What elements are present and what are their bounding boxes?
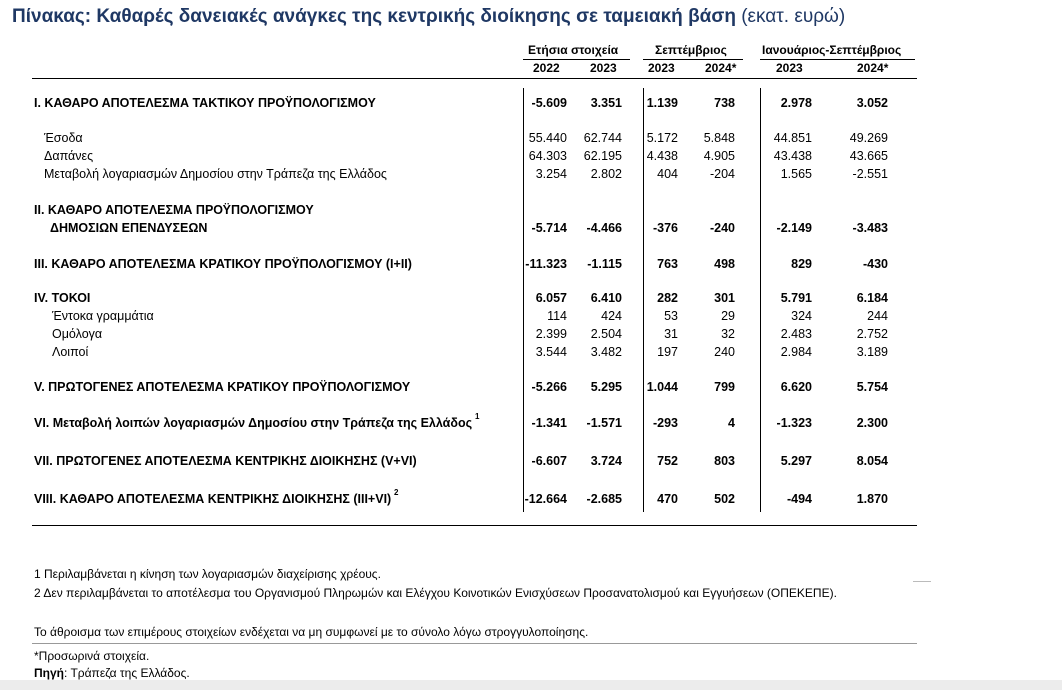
cell-value: 49.269 [849,131,888,145]
cell-value: 502 [714,492,735,506]
cell-value: 55.440 [528,131,567,145]
cell-value: 32 [721,327,735,341]
col-year-3: 2023 [648,61,675,75]
cell-value: -240 [709,221,735,235]
cell-value: 43.438 [773,149,812,163]
group-underline-jan-sep [760,59,915,60]
cell-value: 738 [714,96,735,110]
cell-value: 240 [714,345,735,359]
row-label: Ι. ΚΑΘΑΡΟ ΑΠΟΤΕΛΕΣΜΑ ΤΑΚΤΙΚΟΥ ΠΡΟΫΠΟΛΟΓΙΣΜΟΥ [34,96,376,110]
source-note [34,666,190,680]
cell-value: 498 [714,257,735,271]
title-text: Πίνακας: Καθαρές δανειακές ανάγκες της κεντρικής διοίκησης σε ταμειακή βάση [12,6,736,27]
cell-value: 282 [657,291,678,305]
table-row [0,345,1062,363]
cell-value: 1.870 [856,492,888,506]
col-year-5: 2023 [776,61,803,75]
footnote-2: 2 Δεν περιλαμβάνεται το αποτέλεσμα του Οργανισμού Πληρωμών και Ελέγχου Κοινοτικών Ενισχύσεων Προσανατολισμού και Εγγυήσεων (ΟΠΕΚΕΠΕ). [34,586,837,600]
cell-value: -293 [652,416,678,430]
col-year-6: 2024* [857,61,889,75]
cell-value: 31 [664,327,678,341]
cell-value: -2.149 [776,221,812,235]
cell-value: -1.341 [531,416,567,430]
row-label: V. ΠΡΩΤΟΓΕΝΕΣ ΑΠΟΤΕΛΕΣΜΑ ΚΡΑΤΙΚΟΥ ΠΡΟΫΠΟΛΟΓΙΣΜΟΥ [34,380,411,394]
cell-value: -430 [862,257,888,271]
table-row [0,96,1062,114]
cell-value: 114 [547,309,567,323]
cell-value: 1.139 [646,96,678,110]
table-row [0,257,1062,275]
cell-value: 2.984 [780,345,812,359]
cell-value: 829 [791,257,812,271]
group-underline-september [643,59,743,60]
table-row [0,149,1062,167]
row-label: Μεταβολή λογαριασμών Δημοσίου στην Τράπεζα της Ελλάδος [44,167,387,181]
cell-value: 5.295 [590,380,622,394]
cell-value: 752 [657,454,678,468]
cell-value: 324 [791,309,812,323]
cell-value: -12.664 [524,492,567,506]
cell-value: -4.466 [586,221,622,235]
cell-value: 5.848 [703,131,735,145]
col-year-1: 2022 [533,61,560,75]
table-row [0,454,1062,472]
cell-value: 6.057 [535,291,567,305]
col-group-annual: Ετήσια στοιχεία [528,43,619,57]
col-group-september: Σεπτέμβριος [655,43,727,57]
cell-value: 8.054 [856,454,888,468]
cell-value: -3.483 [852,221,888,235]
source-label: Πηγή [34,666,64,680]
rounding-note: Το άθροισμα των επιμέρους στοιχείων ενδέχεται να μη συμφωνεί με το σύνολο λόγω στρογγυλοποίησης. [34,625,589,639]
cell-value: 5.754 [856,380,888,394]
cell-value: 2.504 [590,327,622,341]
footnote-marker: 1 [475,412,480,421]
cell-value: 44.851 [773,131,812,145]
bottom-rule [32,525,917,526]
cell-value: 301 [714,291,735,305]
cell-value: 6.184 [856,291,888,305]
notes-rule [32,643,917,644]
cell-value: 1.565 [780,167,812,181]
table-row [0,291,1062,309]
cell-value: -1.323 [776,416,812,430]
row-label: Ομόλογα [52,327,103,341]
cell-value: 197 [657,345,678,359]
cell-value: 3.482 [590,345,622,359]
cell-value: 29 [721,309,735,323]
row-label: Έντοκα γραμμάτια [52,309,154,323]
cell-value: 2.978 [780,96,812,110]
cell-value: 763 [657,257,678,271]
cell-value: 62.195 [583,149,622,163]
cell-value: 5.172 [646,131,678,145]
cell-value: -5.714 [531,221,567,235]
cell-value: 1.044 [646,380,678,394]
cell-value: -376 [652,221,678,235]
group-underline-annual [523,59,630,60]
table-row [0,203,1062,221]
cell-value: -1.115 [587,257,622,271]
table-row [0,412,1062,434]
row-label: Έσοδα [44,131,83,145]
table-row [0,221,1062,239]
cell-value: 404 [657,167,678,181]
table-row [0,167,1062,185]
cell-value: -494 [786,492,812,506]
cell-value: 470 [657,492,678,506]
cell-value: 2.752 [856,327,888,341]
row-label: ΙΙ. ΚΑΘΑΡΟ ΑΠΟΤΕΛΕΣΜΑ ΠΡΟΫΠΟΛΟΓΙΣΜΟΥ [34,203,314,217]
source-text: : Τράπεζα της Ελλάδος. [64,666,190,680]
row-label: VIII. ΚΑΘΑΡΟ ΑΠΟΤΕΛΕΣΜΑ ΚΕΝΤΡΙΚΗΣ ΔΙΟΙΚΗΣΗΣ (III+VI) [34,492,392,506]
bottom-scroll-bar [0,680,1062,690]
page-title [12,6,845,28]
cell-value: 5.297 [780,454,812,468]
cell-value: 6.410 [590,291,622,305]
row-label: VI. Μεταβολή λοιπών λογαριασμών Δημοσίου στην Τράπεζα της Ελλάδος [34,416,473,430]
row-label: IV. ΤΟΚΟΙ [34,291,91,305]
cell-value: 3.189 [856,345,888,359]
cell-value: 62.744 [583,131,622,145]
cell-value: 244 [867,309,888,323]
cell-value: -11.323 [525,257,567,271]
cell-value: 424 [601,309,622,323]
cell-value: 3.351 [590,96,622,110]
cell-value: 4.905 [703,149,735,163]
cell-value: 3.544 [535,345,567,359]
table-row [0,131,1062,149]
row-label: ΔΗΜΟΣΙΩΝ ΕΠΕΝΔΥΣΕΩΝ [50,221,208,235]
table-row [0,327,1062,345]
cell-value: -2.551 [852,167,888,181]
cell-value: -204 [709,167,735,181]
cell-value: -5.266 [531,380,567,394]
cell-value: -5.609 [531,96,567,110]
title-unit: (εκατ. ευρώ) [741,6,846,27]
cell-value: 4 [728,416,735,430]
cell-value: 3.052 [856,96,888,110]
col-group-jan-sep: Ιανουάριος-Σεπτέμβριος [762,43,902,57]
cell-value: 5.791 [780,291,812,305]
cell-value: 803 [714,454,735,468]
cell-value: 53 [664,309,678,323]
col-year-2: 2023 [590,61,617,75]
cell-value: 4.438 [646,149,678,163]
cell-value: 64.303 [528,149,567,163]
row-label: ΙΙΙ. ΚΑΘΑΡΟ ΑΠΟΤΕΛΕΣΜΑ ΚΡΑΤΙΚΟΥ ΠΡΟΫΠΟΛΟΓΙΣΜΟΥ (Ι+ΙΙ) [34,257,412,271]
cell-value: 2.802 [590,167,622,181]
table-row [0,309,1062,327]
row-label: VII. ΠΡΩΤΟΓΕΝΕΣ ΑΠΟΤΕΛΕΣΜΑ ΚΕΝΤΡΙΚΗΣ ΔΙΟΙΚΗΣΗΣ (V+VI) [34,454,417,468]
cell-value: 2.300 [856,416,888,430]
cell-value: 2.483 [780,327,812,341]
provisional-note: *Προσωρινά στοιχεία. [34,649,150,663]
cell-value: 3.724 [590,454,622,468]
row-label: Δαπάνες [44,149,94,163]
table-row [0,488,1062,510]
header-rule [32,78,917,79]
cell-value: 799 [714,380,735,394]
col-year-4: 2024* [705,61,737,75]
cell-value: 3.254 [535,167,567,181]
table-row [0,380,1062,398]
cell-value: 2.399 [535,327,567,341]
cell-value: -6.607 [531,454,567,468]
cell-value: -2.685 [586,492,622,506]
footnote-marker: 2 [394,488,399,497]
cell-value: -1.571 [586,416,622,430]
footnote-1: 1 Περιλαμβάνεται η κίνηση των λογαριασμών διαχείρισης χρέους. [34,567,381,581]
divider-mark [913,581,931,582]
cell-value: 43.665 [849,149,888,163]
row-label: Λοιποί [52,345,89,359]
cell-value: 6.620 [780,380,812,394]
